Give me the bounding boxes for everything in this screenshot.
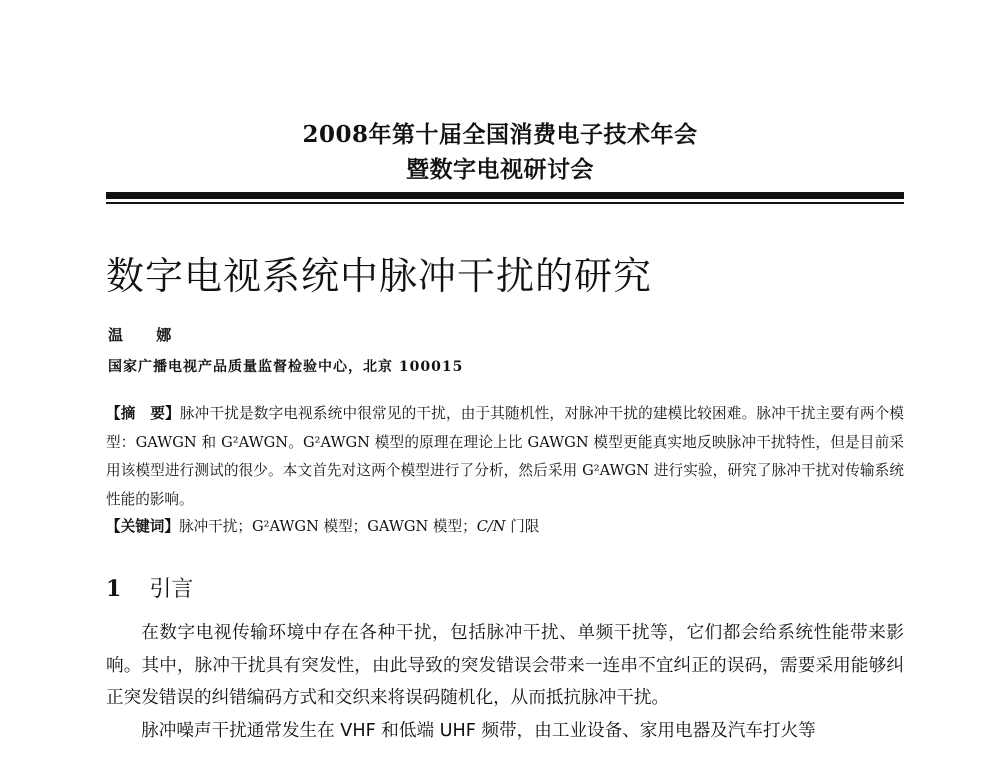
abstract-label: 【摘 要】 bbox=[106, 405, 180, 422]
body-paragraph-2: 脉冲噪声干扰通常发生在 VHF 和低端 UHF 频带，由工业设备、家用电器及汽车打火等 bbox=[141, 720, 816, 741]
section-title: 引言 bbox=[149, 577, 194, 602]
header-rule-thick bbox=[106, 192, 904, 199]
section-number: 1 bbox=[106, 576, 122, 602]
body-paragraph-1: 在数字电视传输环境中存在各种干扰，包括脉冲干扰、单频干扰等，它们都会给系统性能带来影响。其中，脉冲干扰具有突发性，由此导致的突发错误会带来一连串不宜纠正的误码，需要采用能够纠正突发错误的纠错编码方式和交织来将误码随机化，从而抵抗脉冲干扰。 bbox=[106, 623, 904, 708]
keyword-cn: C/N bbox=[476, 518, 506, 535]
author-name: 温 娜 bbox=[108, 326, 186, 344]
keywords-items: 脉冲干扰；G²AWGN 模型；GAWGN 模型； bbox=[178, 518, 477, 535]
keywords bbox=[106, 513, 904, 541]
abstract bbox=[106, 400, 904, 514]
section-heading-intro bbox=[106, 572, 193, 603]
conference-title-line1: 2008年第十届全国消费电子技术年会 bbox=[302, 121, 698, 148]
conference-title-line2: 暨数字电视研讨会 bbox=[406, 156, 594, 183]
keyword-cn-suffix: 门限 bbox=[505, 518, 540, 535]
abstract-text: 脉冲干扰是数字电视系统中很常见的干扰，由于其随机性，对脉冲干扰的建模比较困难。脉冲干扰主要有两个模型：GAWGN 和 G²AWGN。G²AWGN 模型的原理在理论上比 GAWGN 模型更能真实地反映脉冲干扰特性，但是目前采用该模型进行测试的很少。本文首先对这两个模型进行了分析，然后采用 G²AWGN 进行实验，研究了脉冲干扰对传输系统性能的影响。 bbox=[106, 405, 904, 508]
header-rule-thin bbox=[106, 202, 904, 204]
paper-title: 数字电视系统中脉冲干扰的研究 bbox=[106, 254, 653, 298]
body-text bbox=[106, 617, 904, 747]
keywords-label: 【关键词】 bbox=[106, 518, 179, 535]
author-affiliation: 国家广播电视产品质量监督检验中心，北京 100015 bbox=[108, 359, 464, 375]
